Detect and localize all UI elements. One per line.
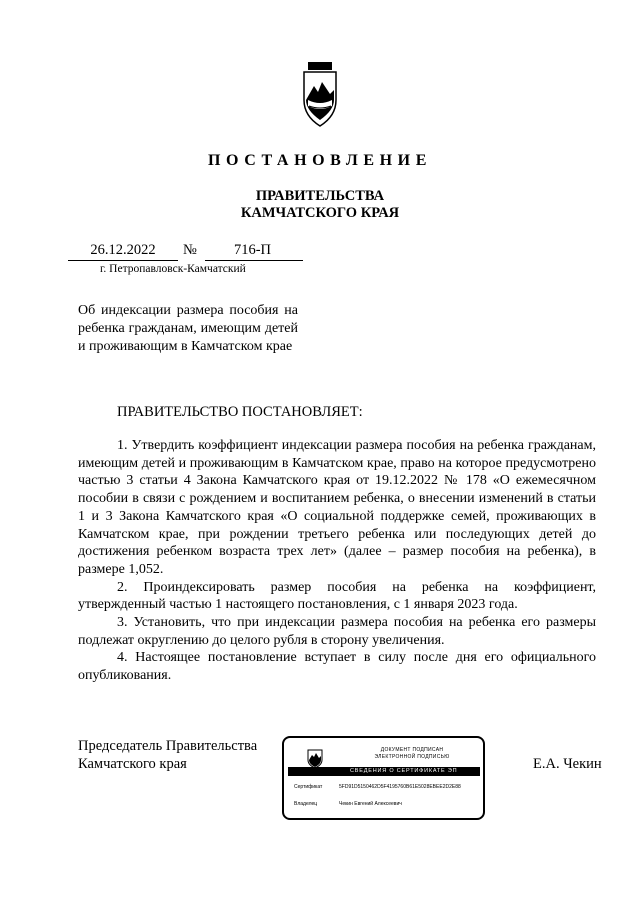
paragraph-1: 1. Утвердить коэффициент индексации размера пособия на ребенка гражданам, имеющим детей и проживающим в Камчатском крае, право на которое предусмотрено частью 3 статьи 4 Закона Камчатского края от 19.12.2022 № 178 «О ежемесячном пособии в связи с рождением и воспитанием ребенка, о внесении изменений в статьи 1 и 3 Закона Камчатского края «О социальной поддержке семей, проживающих в Камчатском крае, при рождении третьего ребенка или последующих детей до достижения ребенком возраста трех лет» (далее – размер пособия на ребенка), в размере 1,052. bbox=[78, 438, 596, 577]
issuing-authority-line-1: ПРАВИТЕЛЬСТВА bbox=[255, 188, 385, 204]
date-underline bbox=[68, 260, 178, 261]
stamp-line-2: ЭЛЕКТРОННОЙ ПОДПИСЬЮ bbox=[374, 754, 450, 760]
certificate-value: 5FD91D5150462D5F4195760B61E5028EBEE2D2E88 bbox=[339, 784, 461, 790]
preamble: ПРАВИТЕЛЬСТВО ПОСТАНОВЛЯЕТ: bbox=[117, 404, 363, 420]
signatory-title bbox=[78, 738, 257, 773]
signatory-name: Е.А. Чекин bbox=[533, 756, 602, 772]
stamp-emblem-icon bbox=[306, 747, 324, 769]
paragraph-4: 4. Настоящее постановление вступает в силу после дня его официального опубликования. bbox=[78, 650, 596, 684]
document-number: 716-П bbox=[233, 242, 272, 258]
signatory-title-line-2: Камчатского края bbox=[78, 755, 187, 772]
stamp-certificate-bar bbox=[288, 767, 480, 776]
issuing-authority-line-2: КАМЧАТСКОГО КРАЯ bbox=[240, 205, 400, 221]
paragraph-2: 2. Проиндексировать размер пособия на ребенка на коэффициент, утвержденный частью 1 настоящего постановления, с 1 января 2023 года. bbox=[78, 579, 596, 613]
document-body bbox=[78, 437, 596, 685]
owner-value: Чекин Евгений Алексеевич bbox=[339, 801, 402, 807]
issuing-city: г. Петропавловск-Камчатский bbox=[100, 263, 246, 275]
number-underline bbox=[205, 260, 303, 261]
document-subject: Об индексации размера пособия на ребенка гражданам, имеющим детей и проживающим в Камчатском крае bbox=[78, 303, 298, 354]
document-type-heading: ПОСТАНОВЛЕНИЕ bbox=[208, 152, 432, 169]
stamp-certificate-heading: СВЕДЕНИЯ О СЕРТИФИКАТЕ ЭП bbox=[350, 768, 458, 774]
stamp-line-1: ДОКУМЕНТ ПОДПИСАН bbox=[380, 747, 444, 753]
signatory-title-line-1: Председатель Правительства bbox=[78, 738, 258, 754]
number-sign: № bbox=[183, 242, 197, 258]
kamchatka-coat-of-arms-icon bbox=[296, 60, 344, 130]
electronic-signature-stamp bbox=[282, 736, 485, 820]
paragraph-3: 3. Установить, что при индексации размера пособия на ребенка его размеры подлежат округлению до целого рубля в сторону увеличения. bbox=[78, 615, 596, 648]
certificate-label: Сертификат bbox=[294, 784, 323, 790]
owner-label: Владелец bbox=[294, 801, 318, 807]
document-date: 26.12.2022 bbox=[90, 242, 156, 258]
